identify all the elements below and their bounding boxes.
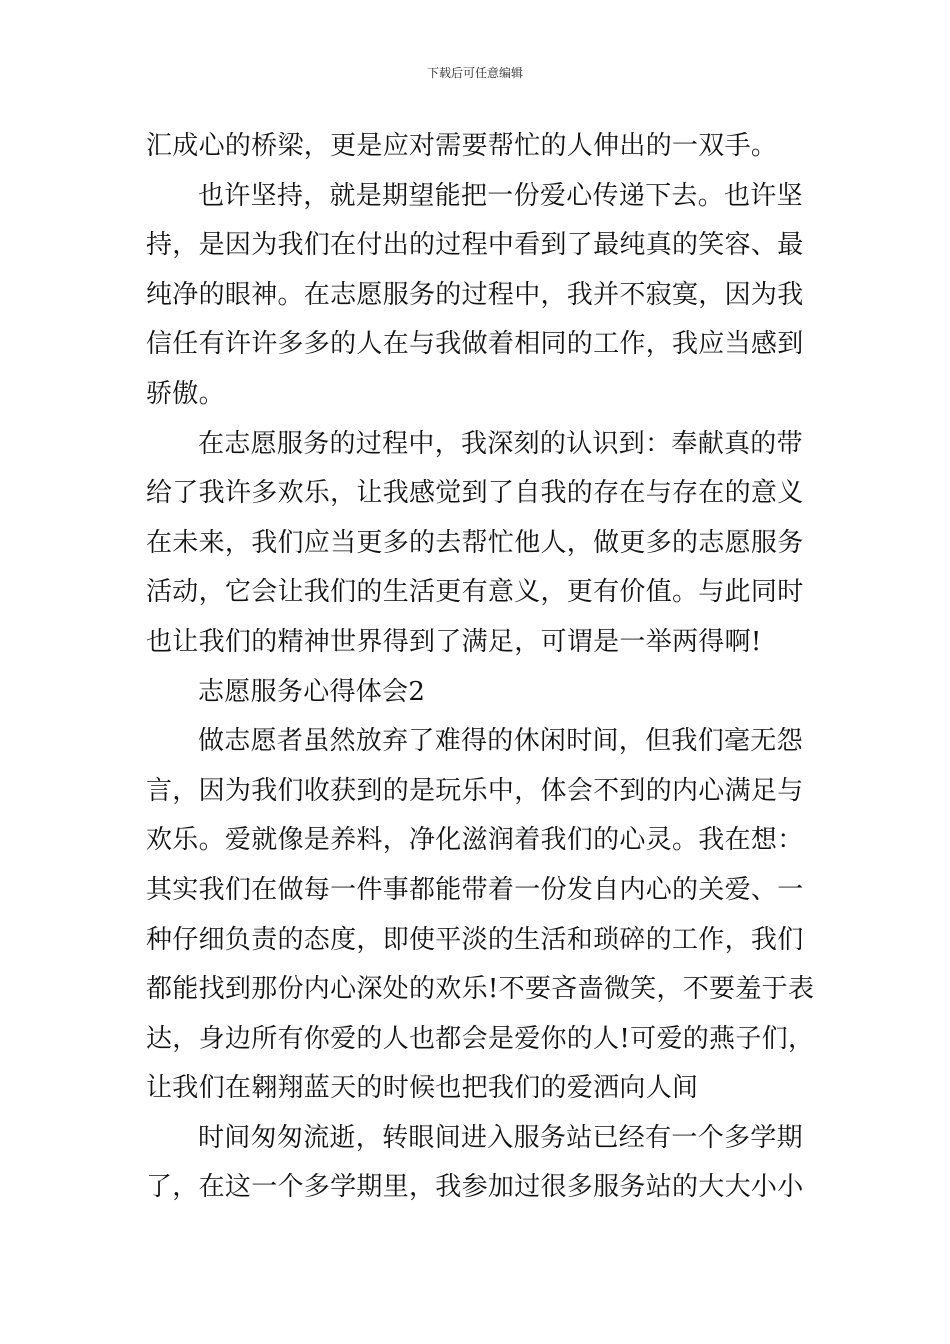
text-line: 其实我们在做每一件事都能带着一份发自内心的关爱、一 xyxy=(146,874,804,905)
text-line: 骄傲。 xyxy=(146,378,225,409)
paragraph-first-line: 时间匆匆流逝，转眼间进入服务站已经有一个多学期 xyxy=(198,1122,803,1153)
section-heading: 志愿服务心得体会2 xyxy=(198,676,426,707)
text-line: 汇成心的桥梁，更是应对需要帮忙的人伸出的一双手。 xyxy=(146,131,778,161)
text-line: 纯净的眼神。在志愿服务的过程中，我并不寂寞，因为我 xyxy=(146,279,804,310)
text-line: 给了我许多欢乐，让我感觉到了自我的存在与存在的意义 xyxy=(146,478,804,509)
paragraph-first-line: 在志愿服务的过程中，我深刻的认识到：奉献真的带 xyxy=(198,428,803,459)
text-line: 在未来，我们应当更多的去帮忙他人，做更多的志愿服务 xyxy=(146,527,804,558)
text-line: 欢乐。爱就像是养料，净化滋润着我们的心灵。我在想： xyxy=(146,825,804,856)
paragraph-first-line: 做志愿者虽然放弃了难得的休闲时间，但我们毫无怨 xyxy=(198,726,803,757)
text-line: 信任有许许多多的人在与我做着相同的工作，我应当感到 xyxy=(146,329,804,360)
text-line: 达，身边所有你爱的人也都会是爱你的人!可爱的燕子们， xyxy=(146,1023,815,1054)
document-body xyxy=(146,122,815,1213)
page-header-note: 下载后可任意编辑 xyxy=(426,66,523,80)
text-line: 让我们在翱翔蓝天的时候也把我们的爱洒向人间 xyxy=(146,1073,699,1104)
text-line: 了，在这一个多学期里，我参加过很多服务站的大大小小 xyxy=(146,1172,804,1203)
text-line: 活动，它会让我们的生活更有意义，更有价值。与此同时 xyxy=(146,577,804,608)
paragraph-first-line: 也许坚持，就是期望能把一份爱心传递下去。也许坚 xyxy=(198,180,803,211)
text-line: 持，是因为我们在付出的过程中看到了最纯真的笑容、最 xyxy=(146,230,804,261)
text-line: 也让我们的精神世界得到了满足，可谓是一举两得啊! xyxy=(146,626,762,657)
text-line: 种仔细负责的态度，即使平淡的生活和琐碎的工作，我们 xyxy=(146,924,804,955)
text-line: 言，因为我们收获到的是玩乐中，体会不到的内心满足与 xyxy=(146,775,804,806)
text-line: 都能找到那份内心深处的欢乐!不要吝啬微笑，不要羞于表 xyxy=(146,974,815,1005)
